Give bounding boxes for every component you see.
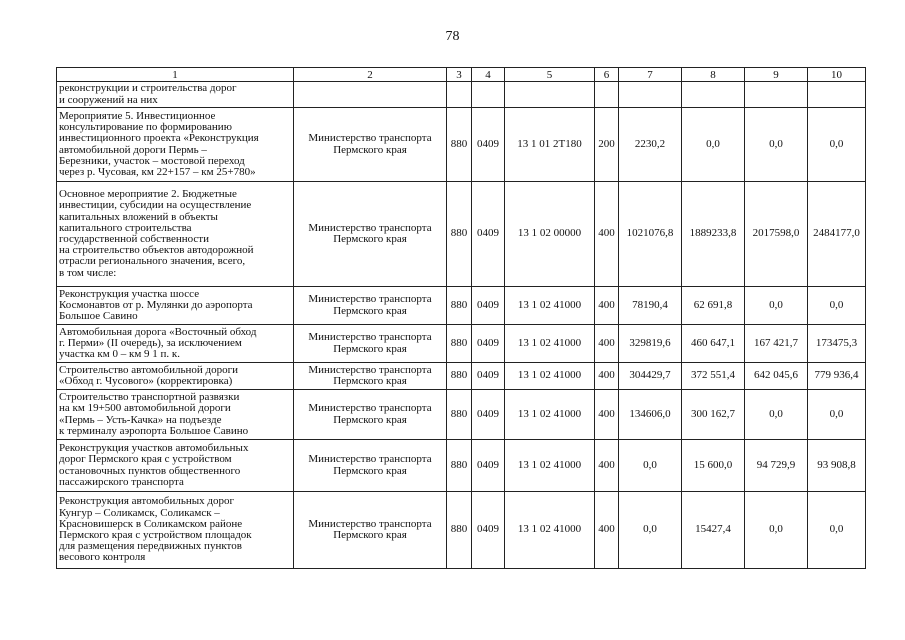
header-row: [57, 68, 866, 82]
table-row: [57, 182, 866, 287]
expense-type-cell: 400: [595, 325, 619, 363]
table-row: [57, 82, 866, 108]
section-code-cell: 0409: [472, 182, 505, 287]
column-header-9: 9: [745, 68, 808, 82]
amount-col7-cell: 0,0: [619, 492, 682, 569]
amount-col8-cell: 300 162,7: [682, 390, 745, 440]
amount-col7-cell: 329819,6: [619, 325, 682, 363]
section-code-cell: 0409: [472, 492, 505, 569]
page-number: 78: [445, 29, 460, 44]
executor-cell: [294, 82, 447, 108]
amount-col9-cell: 642 045,6: [745, 363, 808, 390]
amount-col7-cell: 1021076,8: [619, 182, 682, 287]
table-row: [57, 440, 866, 492]
measure-name-cell: Основное мероприятие 2. Бюджетные инвестиции, субсидии на осуществление капитальных вложений в объекты капитального строительства государственной собственности на строительство объектов автодорожной отрасли регионального значения, всего, в том числе:: [57, 182, 294, 287]
section-code-cell: 0409: [472, 440, 505, 492]
amount-col9-cell: 0,0: [745, 390, 808, 440]
amount-col10-cell: 0,0: [808, 287, 866, 325]
table-row: [57, 325, 866, 363]
column-header-5: 5: [505, 68, 595, 82]
target-article-cell: 13 1 02 41000: [505, 287, 595, 325]
expense-type-cell: 400: [595, 182, 619, 287]
amount-col7-cell: [619, 82, 682, 108]
amount-col7-cell: 134606,0: [619, 390, 682, 440]
table-row: [57, 363, 866, 390]
column-header-2: 2: [294, 68, 447, 82]
amount-col10-cell: 93 908,8: [808, 440, 866, 492]
executor-cell: Министерство транспорта Пермского края: [294, 182, 447, 287]
admin-code-cell: [447, 82, 472, 108]
section-code-cell: 0409: [472, 287, 505, 325]
admin-code-cell: 880: [447, 440, 472, 492]
section-code-cell: 0409: [472, 390, 505, 440]
measure-name-cell: Реконструкция участка шоссе Космонавтов от р. Мулянки до аэропорта Большое Савино: [57, 287, 294, 325]
measure-name-cell: Реконструкция участков автомобильных дорог Пермского края с устройством остановочных пунктов общественного пассажирского транспорта: [57, 440, 294, 492]
executor-cell: Министерство транспорта Пермского края: [294, 390, 447, 440]
admin-code-cell: 880: [447, 325, 472, 363]
target-article-cell: [505, 82, 595, 108]
executor-cell: Министерство транспорта Пермского края: [294, 492, 447, 569]
amount-col7-cell: 2230,2: [619, 108, 682, 182]
measure-name-cell: Мероприятие 5. Инвестиционное консультирование по формированию инвестиционного проекта «Реконструкция автомобильной дороги Пермь – Березники, участок – мостовой переход через р. Чусовая, км 22+157 – км 25+780»: [57, 108, 294, 182]
expense-type-cell: [595, 82, 619, 108]
executor-cell: Министерство транспорта Пермского края: [294, 440, 447, 492]
measure-name-cell: Строительство автомобильной дороги «Обход г. Чусового» (корректировка): [57, 363, 294, 390]
amount-col9-cell: 0,0: [745, 108, 808, 182]
amount-col10-cell: 0,0: [808, 390, 866, 440]
expense-type-cell: 200: [595, 108, 619, 182]
measure-name-cell: Строительство транспортной развязки на км 19+500 автомобильной дороги «Пермь – Усть-Качка» на подъезде к терминалу аэропорта Большое Савино: [57, 390, 294, 440]
amount-col9-cell: [745, 82, 808, 108]
amount-col8-cell: 1889233,8: [682, 182, 745, 287]
executor-cell: Министерство транспорта Пермского края: [294, 325, 447, 363]
target-article-cell: 13 1 02 41000: [505, 440, 595, 492]
amount-col9-cell: 94 729,9: [745, 440, 808, 492]
target-article-cell: 13 1 02 41000: [505, 492, 595, 569]
amount-col8-cell: 62 691,8: [682, 287, 745, 325]
amount-col8-cell: [682, 82, 745, 108]
amount-col9-cell: 0,0: [745, 492, 808, 569]
amount-col8-cell: 372 551,4: [682, 363, 745, 390]
section-code-cell: [472, 82, 505, 108]
executor-cell: Министерство транспорта Пермского края: [294, 108, 447, 182]
column-header-3: 3: [447, 68, 472, 82]
column-header-4: 4: [472, 68, 505, 82]
table-row: [57, 390, 866, 440]
table-header: [57, 68, 866, 82]
amount-col10-cell: 0,0: [808, 492, 866, 569]
amount-col10-cell: 0,0: [808, 108, 866, 182]
column-header-7: 7: [619, 68, 682, 82]
section-code-cell: 0409: [472, 363, 505, 390]
column-header-10: 10: [808, 68, 866, 82]
amount-col10-cell: 779 936,4: [808, 363, 866, 390]
measure-name-cell: реконструкции и строительства дорог и сооружений на них: [57, 82, 294, 108]
amount-col8-cell: 15427,4: [682, 492, 745, 569]
expense-type-cell: 400: [595, 363, 619, 390]
target-article-cell: 13 1 02 41000: [505, 390, 595, 440]
expense-type-cell: 400: [595, 440, 619, 492]
amount-col8-cell: 0,0: [682, 108, 745, 182]
section-code-cell: 0409: [472, 325, 505, 363]
amount-col10-cell: [808, 82, 866, 108]
amount-col9-cell: 2017598,0: [745, 182, 808, 287]
admin-code-cell: 880: [447, 287, 472, 325]
amount-col7-cell: 304429,7: [619, 363, 682, 390]
admin-code-cell: 880: [447, 108, 472, 182]
table-row: [57, 108, 866, 182]
amount-col9-cell: 0,0: [745, 287, 808, 325]
admin-code-cell: 880: [447, 182, 472, 287]
target-article-cell: 13 1 02 00000: [505, 182, 595, 287]
amount-col10-cell: 2484177,0: [808, 182, 866, 287]
target-article-cell: 13 1 02 41000: [505, 363, 595, 390]
amount-col7-cell: 0,0: [619, 440, 682, 492]
admin-code-cell: 880: [447, 492, 472, 569]
amount-col10-cell: 173475,3: [808, 325, 866, 363]
target-article-cell: 13 1 01 2Т180: [505, 108, 595, 182]
expense-type-cell: 400: [595, 287, 619, 325]
admin-code-cell: 880: [447, 363, 472, 390]
admin-code-cell: 880: [447, 390, 472, 440]
budget-table: [56, 67, 866, 569]
measure-name-cell: Реконструкция автомобильных дорог Кунгур – Соликамск, Соликамск – Красновишерск в Соликамском районе Пермского края с устройством площадок для размещения передвижных пунктов весового контроля: [57, 492, 294, 569]
amount-col7-cell: 78190,4: [619, 287, 682, 325]
executor-cell: Министерство транспорта Пермского края: [294, 363, 447, 390]
amount-col8-cell: 15 600,0: [682, 440, 745, 492]
column-header-8: 8: [682, 68, 745, 82]
measure-name-cell: Автомобильная дорога «Восточный обход г. Перми» (II очередь), за исключением участка км 0 – км 9 1 п. к.: [57, 325, 294, 363]
column-header-6: 6: [595, 68, 619, 82]
expense-type-cell: 400: [595, 492, 619, 569]
section-code-cell: 0409: [472, 108, 505, 182]
amount-col9-cell: 167 421,7: [745, 325, 808, 363]
table-row: [57, 492, 866, 569]
executor-cell: Министерство транспорта Пермского края: [294, 287, 447, 325]
table-row: [57, 287, 866, 325]
target-article-cell: 13 1 02 41000: [505, 325, 595, 363]
column-header-1: 1: [57, 68, 294, 82]
table-body: [57, 82, 866, 569]
expense-type-cell: 400: [595, 390, 619, 440]
amount-col8-cell: 460 647,1: [682, 325, 745, 363]
